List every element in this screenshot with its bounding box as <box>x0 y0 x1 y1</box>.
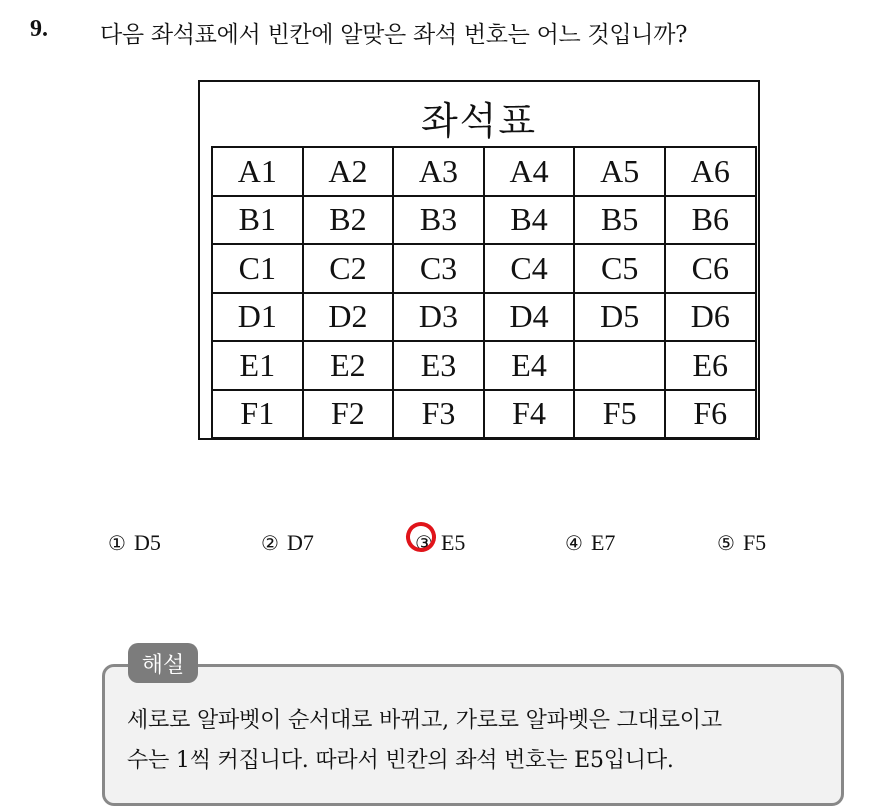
choice-5[interactable] <box>717 530 766 556</box>
choice-label: E7 <box>590 530 616 555</box>
seat-cell: C3 <box>393 244 484 293</box>
seat-cell: B6 <box>665 196 756 245</box>
seat-cell: C4 <box>484 244 575 293</box>
seat-row <box>212 147 756 196</box>
explanation-line: 수는 1씩 커집니다. 따라서 빈칸의 좌석 번호는 E5입니다. <box>127 748 674 773</box>
explanation-text <box>127 701 837 781</box>
seat-cell: A4 <box>484 147 575 196</box>
seat-cell: D6 <box>665 293 756 342</box>
seat-cell: F5 <box>574 390 665 439</box>
explanation-box <box>102 664 844 806</box>
seat-cell: E2 <box>303 341 394 390</box>
seat-cell-blank <box>574 341 665 390</box>
seat-cell: A2 <box>303 147 394 196</box>
question-number: 9. <box>30 16 48 42</box>
explanation-line: 세로로 알파벳이 순서대로 바뀌고, 가로로 알파벳은 그대로이고 <box>127 708 722 733</box>
seat-cell: E1 <box>212 341 303 390</box>
seat-row <box>212 293 756 342</box>
choice-label: F5 <box>742 530 767 555</box>
explanation-tab: 해설 <box>128 643 198 683</box>
choice-marker: ④ <box>565 531 583 555</box>
seat-cell: C1 <box>212 244 303 293</box>
choice-marker: ③ <box>415 531 433 555</box>
choice-marker: ② <box>261 531 279 555</box>
seat-cell: F1 <box>212 390 303 439</box>
seat-cell: E6 <box>665 341 756 390</box>
seat-cell: D4 <box>484 293 575 342</box>
seat-cell: F2 <box>303 390 394 439</box>
seat-cell: D1 <box>212 293 303 342</box>
seating-chart-title: 좌석표 <box>420 99 538 143</box>
choice-marker: ⑤ <box>717 531 735 555</box>
seat-cell: C2 <box>303 244 394 293</box>
answer-circle-mark <box>402 518 440 556</box>
choice-3[interactable] <box>415 530 465 556</box>
seat-cell: D3 <box>393 293 484 342</box>
seat-cell: A5 <box>574 147 665 196</box>
seat-cell: B4 <box>484 196 575 245</box>
seat-cell: B5 <box>574 196 665 245</box>
choice-1[interactable] <box>108 530 161 556</box>
seat-cell: E3 <box>393 341 484 390</box>
seating-chart <box>198 80 760 440</box>
seat-cell: E4 <box>484 341 575 390</box>
answer-choices <box>108 530 808 562</box>
seat-cell: B1 <box>212 196 303 245</box>
seat-cell: C6 <box>665 244 756 293</box>
seat-cell: B3 <box>393 196 484 245</box>
seat-cell: F6 <box>665 390 756 439</box>
question-text: 다음 좌석표에서 빈칸에 알맞은 좌석 번호는 어느 것입니까? <box>100 22 688 48</box>
seating-table <box>211 146 757 439</box>
seat-cell: A6 <box>665 147 756 196</box>
choice-marker: ① <box>108 531 126 555</box>
seat-row <box>212 196 756 245</box>
seat-cell: F4 <box>484 390 575 439</box>
seat-row <box>212 341 756 390</box>
choice-2[interactable] <box>261 530 314 556</box>
choice-4[interactable] <box>565 530 615 556</box>
choice-label: E5 <box>440 530 466 555</box>
choice-label: D7 <box>286 530 314 555</box>
seat-cell: D5 <box>574 293 665 342</box>
seat-cell: C5 <box>574 244 665 293</box>
seat-cell: A1 <box>212 147 303 196</box>
seat-cell: B2 <box>303 196 394 245</box>
seat-row <box>212 390 756 439</box>
seat-cell: F3 <box>393 390 484 439</box>
choice-label: D5 <box>133 530 161 555</box>
seat-cell: A3 <box>393 147 484 196</box>
seat-cell: D2 <box>303 293 394 342</box>
seat-row <box>212 244 756 293</box>
